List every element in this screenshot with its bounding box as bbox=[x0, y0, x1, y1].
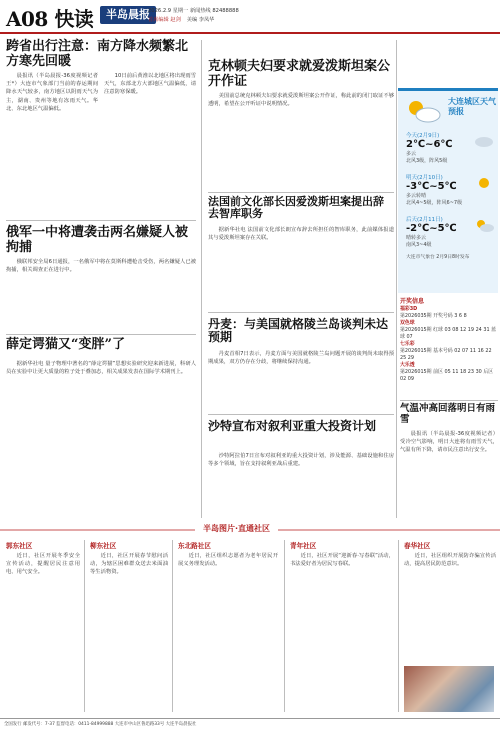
column-divider bbox=[396, 40, 397, 518]
divider bbox=[208, 312, 394, 313]
article-4-headline[interactable]: 克林顿夫妇要求就爱泼斯坦案公开作证 bbox=[208, 59, 391, 89]
sidebar-headline[interactable]: 气温冲高回落明日有雨雪 bbox=[400, 403, 496, 425]
brief-1-title[interactable]: 郭东社区 bbox=[6, 542, 33, 550]
column-divider bbox=[84, 540, 85, 712]
article-2-headline[interactable]: 俄军一中将遭袭击两名嫌疑人被拘捕 bbox=[6, 225, 189, 255]
cloud-icon bbox=[474, 133, 494, 149]
divider bbox=[6, 220, 196, 221]
sidebar-body: 晨报讯（半岛晨报-36度视频记者）受冷空气影响，明日大连将有雨雪天气，气温有所下降，请市民注意出行安全。 bbox=[400, 431, 498, 454]
weather-title: 大连城区天气预报 bbox=[448, 97, 496, 116]
article-1-body: 晨报讯（半岛晨报-36度视频记者 王*）大连市气象部门当前的春运期间降水天气较多，南方地区以阴雨天气为主，湖南、贵州等地有冻雨天气。华北、东北地区气温偏低。 bbox=[6, 73, 98, 112]
divider bbox=[208, 414, 394, 415]
column-divider bbox=[284, 540, 285, 712]
page-number: A08 快读 bbox=[6, 7, 94, 31]
column-divider bbox=[201, 40, 202, 518]
lottery-item: 福彩3D 第2026035期 开奖号码 3 6 8 bbox=[400, 306, 467, 319]
article-1-headline[interactable]: 跨省出行注意：南方降水频繁北方寒先回暖 bbox=[6, 39, 189, 69]
brief-2-body: 近日，社区开展春节慰问活动，为辖区困难群众送去米面油等生活物资。 bbox=[90, 553, 168, 576]
section-title: 半岛图片·直通社区 bbox=[195, 523, 278, 535]
brief-4-body: 近日，社区开展“迎新春·写春联”活动，书法爱好者为居民写春联。 bbox=[290, 553, 394, 568]
newspaper-logo: 半岛晨报 bbox=[100, 6, 156, 24]
sun-cloud-icon bbox=[474, 217, 494, 233]
lottery-title: 开奖信息 bbox=[400, 298, 425, 305]
article-4-body: 美国前总统克林顿夫妇要求就爱泼斯坦案公开作证，称此前的闭门取证不够透明，希望在公开听证中说明情况。 bbox=[208, 93, 394, 108]
brief-5-title[interactable]: 春华社区 bbox=[404, 542, 431, 550]
weather-day-1: 今天(2月9日) 2℃~6℃ 多云 北风3级，阵风5级 bbox=[406, 131, 494, 165]
article-5-body: 据新华社电 法国前文化部长朗宣布辞去所担任的智库职务，此前媒体报道其与爱泼斯坦案存在关联。 bbox=[208, 227, 394, 242]
masthead bbox=[0, 0, 500, 34]
lottery-item: 双色球 第2026015期 红球 03 08 12 19 24 31 蓝球 07 bbox=[400, 320, 497, 340]
weather-day-3: 后天(2月11日) -2℃~5℃ 晴转多云 南风3~4级 bbox=[406, 215, 494, 249]
divider bbox=[400, 400, 498, 401]
date-line: 2026.2.9 星期一 新闻热线 82488888 bbox=[148, 8, 239, 14]
partly-cloudy-icon bbox=[404, 97, 442, 125]
weather-footnote: 大连市气象台 2月9日8时发布 bbox=[406, 255, 470, 260]
column-divider bbox=[398, 540, 399, 712]
brief-2-title[interactable]: 柳东社区 bbox=[90, 542, 117, 550]
article-2-body: 俄联邦安全局6日通报，一名俄军中将在莫斯科遭枪击受伤，两名嫌疑人已被拘捕，相关调查正在进行中。 bbox=[6, 259, 196, 274]
article-5-headline[interactable]: 法国前文化部长因爱泼斯坦案提出辞去智库职务 bbox=[208, 195, 384, 221]
footer: 全国发行 邮发代号：7-37 监督电话：0411-84999888 大连市中山区鲁迅路33号 大连半岛晨报社 bbox=[0, 718, 500, 731]
brief-5-body: 近日，社区组织开展防诈骗宣传活动，提高居民防范意识。 bbox=[404, 553, 496, 568]
article-1-body-col2: 10日前后黄淮以北地区将出现雨雪天气，东部北方大部地区气温偏低，请注意防寒保暖。 bbox=[104, 73, 196, 96]
editor-line: 首席编辑 赵剑 美编 李凤华 bbox=[148, 17, 215, 23]
brief-3-body: 近日，社区组织志愿者为老年居民开展义务理发活动。 bbox=[178, 553, 278, 568]
lottery-list bbox=[400, 306, 498, 383]
divider bbox=[208, 192, 394, 193]
weather-panel bbox=[398, 88, 498, 293]
column-divider bbox=[172, 540, 173, 712]
article-6-headline[interactable]: 丹麦：与美国就格陵兰岛谈判未达预期 bbox=[208, 317, 389, 345]
article-7-headline[interactable]: 沙特宣布对叙利亚重大投资计划 bbox=[208, 419, 377, 433]
brief-1-body: 近日，社区开展冬季安全宣传活动，提醒居民注意用电、用气安全。 bbox=[6, 553, 80, 576]
divider bbox=[6, 334, 196, 335]
weather-day-2: 明天(2月10日) -3℃~5℃ 多云转晴 北风4~5级，阵风6~7级 bbox=[406, 173, 494, 207]
brief-4-title[interactable]: 青年社区 bbox=[290, 542, 317, 550]
article-7-body: 沙特阿拉伯7日宣布对叙利亚的重大投资计划，涉及能源、基础设施和住房等多个领域，旨在支持叙利亚战后重建。 bbox=[208, 453, 394, 468]
sun-icon bbox=[474, 175, 494, 191]
brief-3-title[interactable]: 东北路社区 bbox=[178, 542, 211, 550]
article-6-body: 丹麦首相7日表示，丹麦方面与美国就格陵兰岛问题开展的谈判尚未取得预期成果，双方仍存在分歧，将继续保持沟通。 bbox=[208, 351, 394, 366]
article-3-headline[interactable]: 薛定谔猫又“变胖”了 bbox=[6, 337, 125, 352]
community-photo bbox=[404, 666, 494, 712]
lottery-item: 大乐透 第2026015期 前区 05 11 18 23 30 后区 02 09 bbox=[400, 362, 494, 382]
article-3-body: 据新华社电 量子物理中著名的“薛定谔猫”思想实验研究迎来新进展，科研人员在实验中让更大质量的粒子处于叠加态，相关成果发表在国际学术期刊上。 bbox=[6, 361, 196, 376]
lottery-item: 七乐彩 第2026015期 基本号码 02 07 11 16 22 25 29 bbox=[400, 341, 492, 361]
